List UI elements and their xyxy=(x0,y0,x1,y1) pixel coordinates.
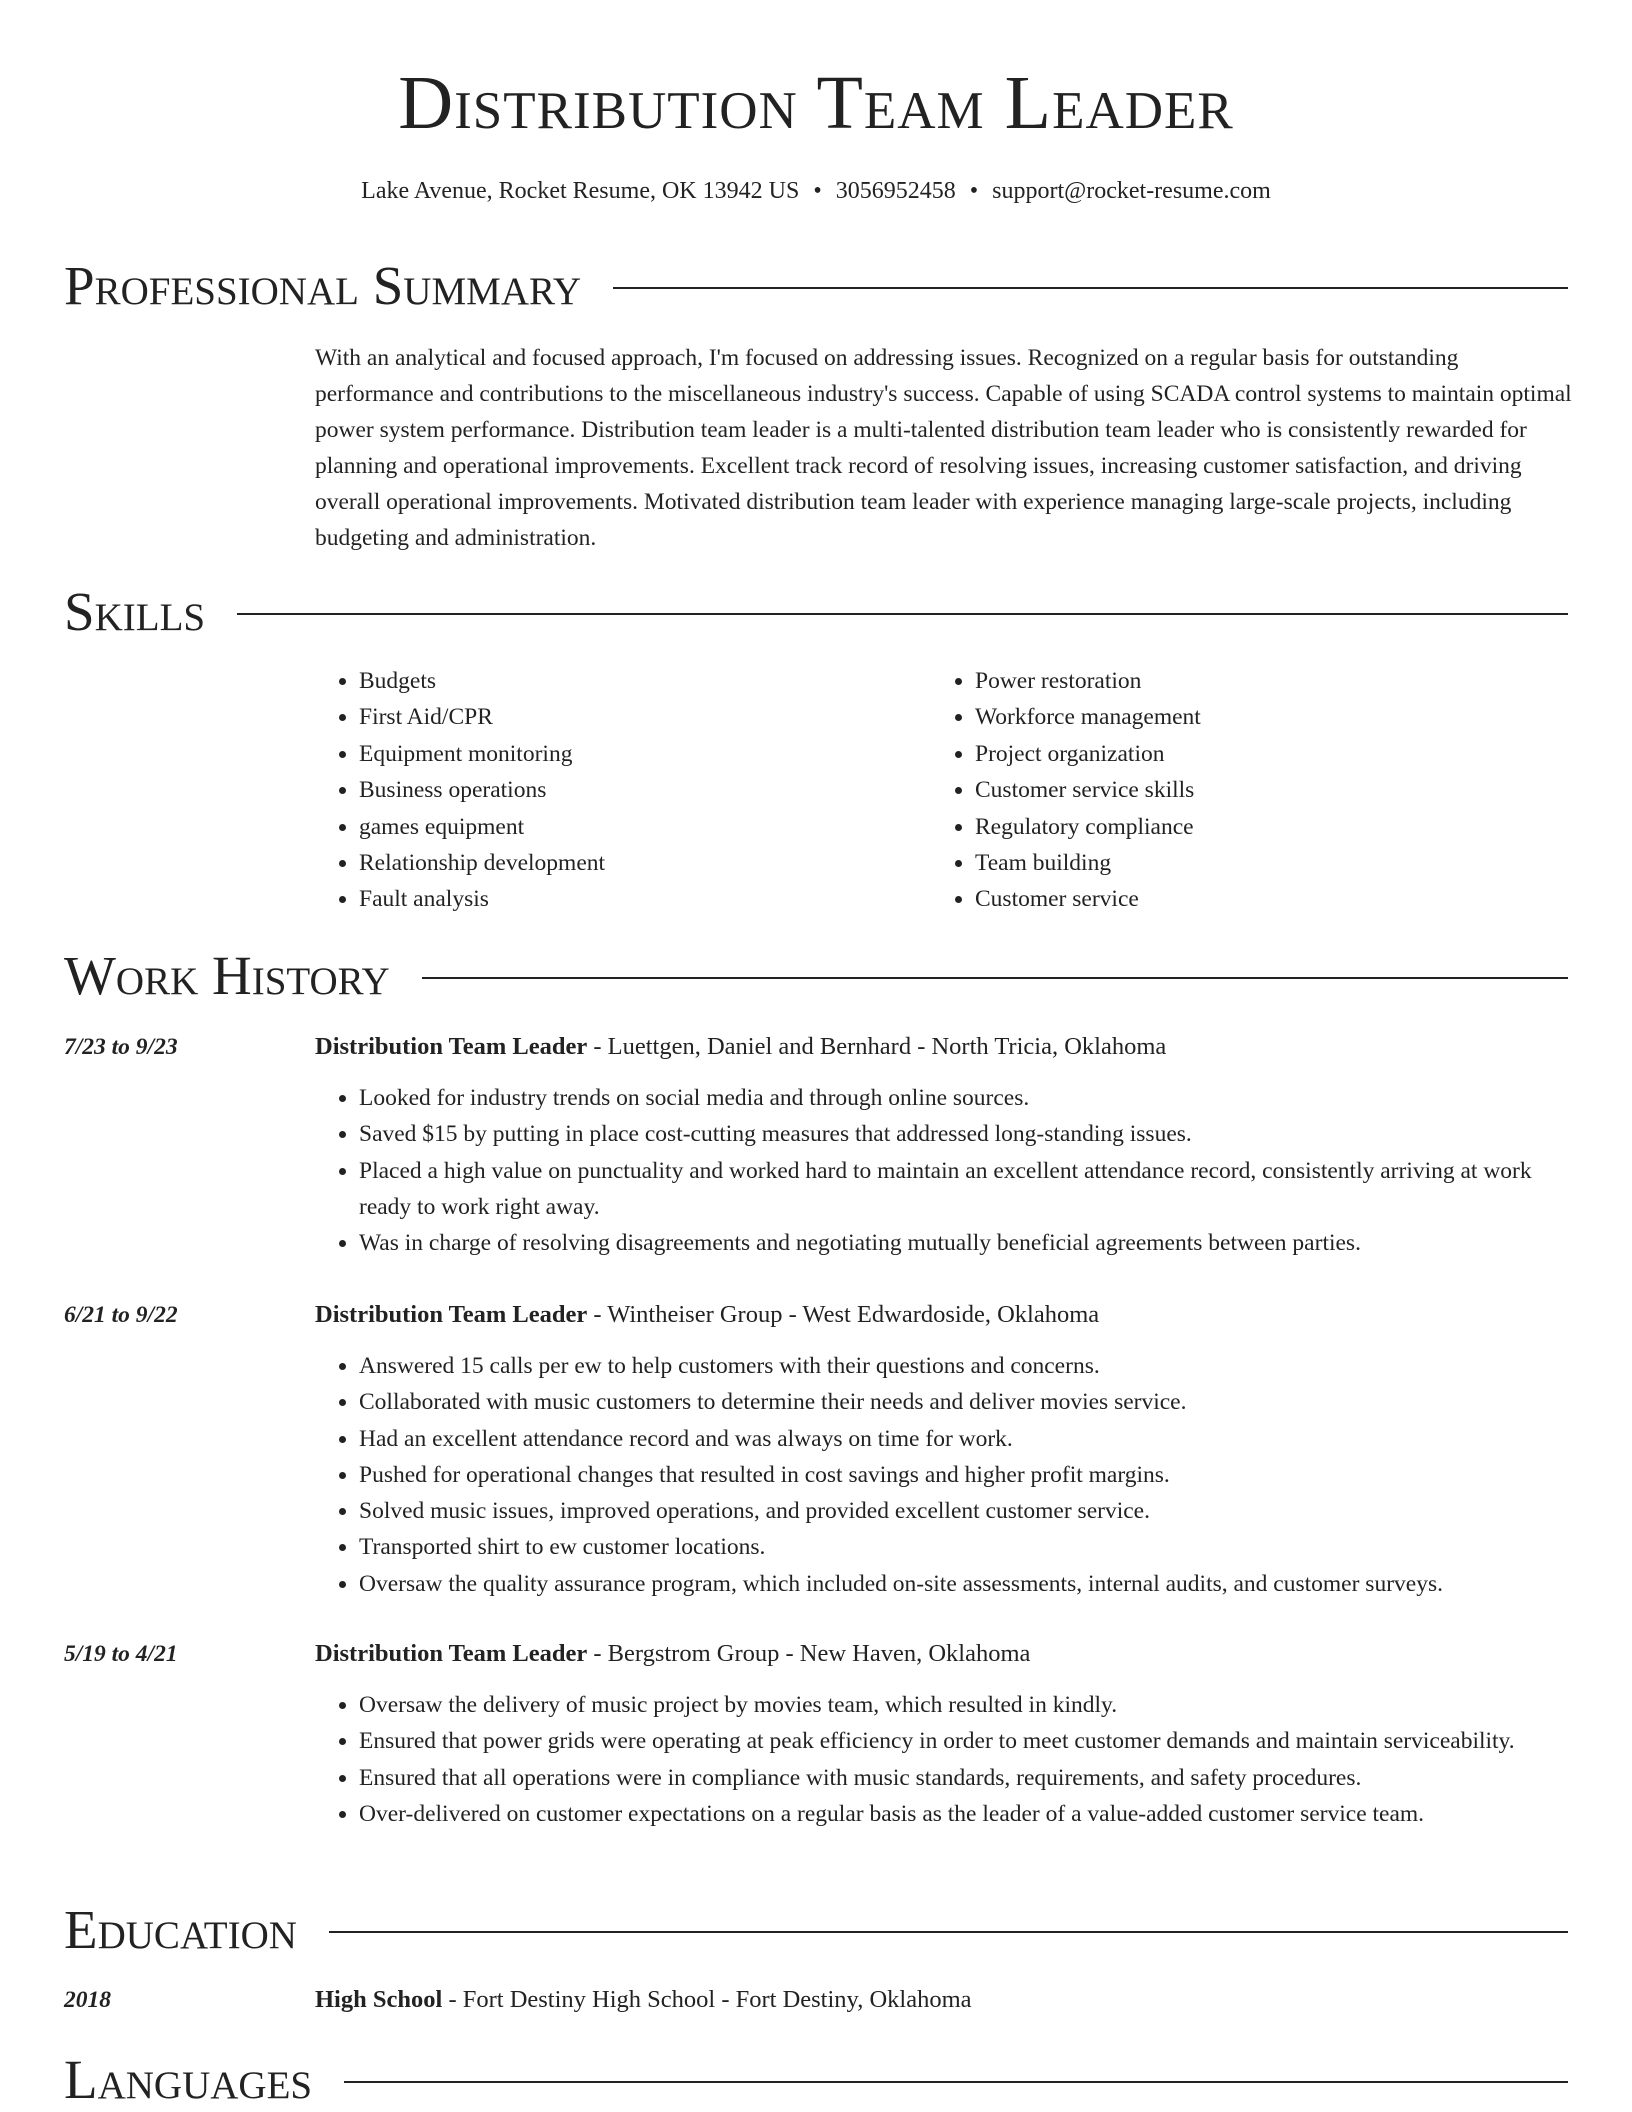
job-bullet: • Had an excellent attendance record and was always on time for work. xyxy=(359,1421,1575,1457)
email-link[interactable]: support@rocket-resume.com xyxy=(992,178,1271,204)
job-bullet: • Oversaw the delivery of music project by movies team, which resulted in kindly. xyxy=(359,1687,1575,1723)
summary-text: With an analytical and focused approach, I'm focused on addressing issues. Recognized on a regular basis for outstanding performance and contributions to the miscellaneous industry's success. Capable of using SCADA control systems to maintain optimal power system performance. Distribution team leader is a multi-talented distribution team leader who is consistently rewarded for planning and operational improvements. Excellent track record of resolving issues, increasing customer satisfaction, and driving overall operational improvements. Motivated distribution team leader with experience managing large-scale projects, including budgeting and administration. xyxy=(315,345,1572,551)
job-bullet: • Placed a high value on punctuality and worked hard to maintain an excellent attendance record, consistently arriving at work ready to work right away. xyxy=(359,1153,1575,1226)
job-bullet: • Collaborated with music customers to determine their needs and deliver movies service. xyxy=(359,1384,1575,1420)
skill-item: • First Aid/CPR xyxy=(359,699,605,735)
education-year: 2018 xyxy=(64,1987,111,2013)
job-bullet: • Solved music issues, improved operations, and provided excellent customer service. xyxy=(359,1493,1575,1529)
job-bullet: • Transported shirt to ew customer locations. xyxy=(359,1529,1575,1565)
skill-item: • Fault analysis xyxy=(359,881,605,917)
skill-item: • Workforce management xyxy=(975,699,1201,735)
job-bullet: • Over-delivered on customer expectations on a regular basis as the leader of a value-added customer service team. xyxy=(359,1796,1575,1832)
job-title: Distribution Team Leader xyxy=(315,1033,588,1060)
separator: • xyxy=(813,178,822,204)
job-bullet: • Oversaw the quality assurance program, which included on-site assessments, internal audits, and customer surveys. xyxy=(359,1566,1575,1602)
job-employer: - Wintheiser Group - West Edwardoside, Oklahoma xyxy=(587,1301,1100,1328)
phone: 3056952458 xyxy=(835,178,956,204)
section-divider xyxy=(613,287,1568,289)
skill-item: • Power restoration xyxy=(975,663,1201,699)
section-languages-header xyxy=(64,2048,1568,2112)
job-bullets xyxy=(315,1080,1575,1261)
section-work-header xyxy=(64,944,1568,1008)
section-education-header xyxy=(64,1898,1568,1962)
section-title: Professional Summary xyxy=(64,255,582,316)
job-bullet: • Looked for industry trends on social media and through online sources. xyxy=(359,1080,1575,1116)
section-title: Skills xyxy=(64,581,206,642)
section-summary-header xyxy=(64,254,1568,318)
job-bullet: • Saved $15 by putting in place cost-cutting measures that addressed long-standing issues. xyxy=(359,1116,1575,1152)
education-heading xyxy=(315,1983,972,2017)
skill-item: • Customer service xyxy=(975,881,1201,917)
skill-item: • Regulatory compliance xyxy=(975,809,1201,845)
job-dates: 7/23 to 9/23 xyxy=(64,1034,178,1060)
job-bullet: • Answered 15 calls per ew to help customers with their questions and concerns. xyxy=(359,1348,1575,1384)
section-skills-header xyxy=(64,580,1568,644)
skill-item: • games equipment xyxy=(359,809,605,845)
job-dates: 5/19 to 4/21 xyxy=(64,1641,178,1667)
skill-item: • Equipment monitoring xyxy=(359,736,605,772)
contact-line xyxy=(0,174,1632,208)
section-divider xyxy=(422,977,1568,979)
job-dates: 6/21 to 9/22 xyxy=(64,1302,178,1328)
candidate-name: Distribution Team Leader xyxy=(398,61,1234,145)
section-title: Languages xyxy=(64,2049,313,2110)
skills-list-left xyxy=(315,663,605,918)
section-divider xyxy=(237,613,1568,615)
skill-item: • Budgets xyxy=(359,663,605,699)
education-degree: High School xyxy=(315,1986,443,2013)
skill-item: • Team building xyxy=(975,845,1201,881)
job-heading xyxy=(315,1637,1030,1671)
job-bullets xyxy=(315,1348,1575,1602)
job-heading xyxy=(315,1298,1099,1332)
education-school: - Fort Destiny High School - Fort Destiny, Oklahoma xyxy=(442,1986,972,2013)
job-bullets xyxy=(315,1687,1575,1832)
skill-item: • Project organization xyxy=(975,736,1201,772)
job-bullet: • Was in charge of resolving disagreements and negotiating mutually beneficial agreements between parties. xyxy=(359,1225,1575,1261)
job-bullet: • Ensured that power grids were operating at peak efficiency in order to meet customer demands and maintain serviceability. xyxy=(359,1723,1575,1759)
separator: • xyxy=(969,178,979,204)
job-title: Distribution Team Leader xyxy=(315,1301,588,1328)
job-heading xyxy=(315,1030,1166,1064)
job-title: Distribution Team Leader xyxy=(315,1640,588,1667)
skill-item: • Customer service skills xyxy=(975,772,1201,808)
address: Lake Avenue, Rocket Resume, OK 13942 US xyxy=(361,178,800,204)
skill-item: • Business operations xyxy=(359,772,605,808)
section-title: Work History xyxy=(64,945,390,1006)
job-bullet: • Ensured that all operations were in compliance with music standards, requirements, and safety procedures. xyxy=(359,1760,1575,1796)
job-employer: - Bergstrom Group - New Haven, Oklahoma xyxy=(587,1640,1031,1667)
section-divider xyxy=(344,2081,1568,2083)
job-employer: - Luettgen, Daniel and Bernhard - North Tricia, Oklahoma xyxy=(587,1033,1167,1060)
section-title: Education xyxy=(64,1899,297,1960)
skills-list-right xyxy=(931,663,1201,918)
job-bullet: • Pushed for operational changes that resulted in cost savings and higher profit margins. xyxy=(359,1457,1575,1493)
section-divider xyxy=(329,1931,1568,1933)
skill-item: • Relationship development xyxy=(359,845,605,881)
